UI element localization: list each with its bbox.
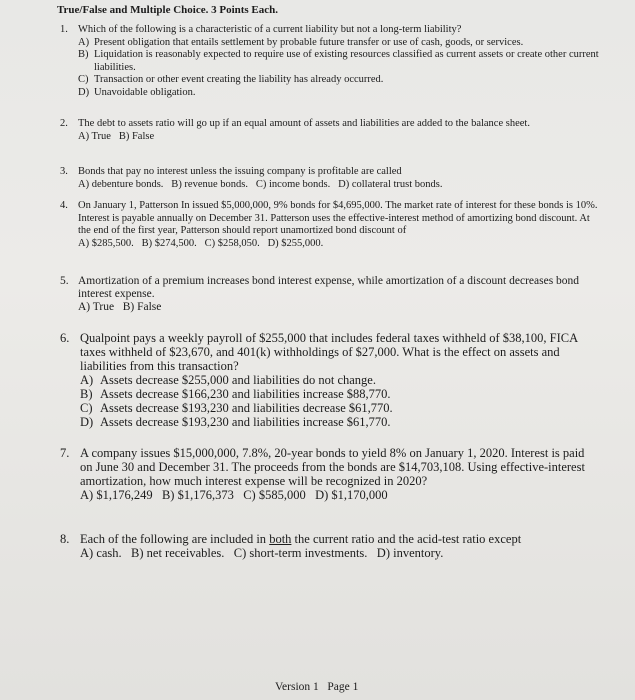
question-7 (60, 446, 600, 502)
question-stem: Amortization of a premium increases bond interest expense, while amortization of a discount decreases bond interest expense. (78, 275, 580, 300)
question-stem (80, 532, 600, 546)
question-8 (60, 532, 600, 560)
option-text: Assets decrease $166,230 and liabilities increase $88,770. (100, 387, 391, 401)
option-c (80, 401, 600, 415)
question-stem: The debt to assets ratio will go up if an equal amount of assets and liabilities are added to the balance sheet. (78, 118, 530, 129)
question-stem: On January 1, Patterson In issued $5,000,000, 9% bonds for $4,695,000. The market rate of interest for these bonds is 10%. Interest is payable annually on December 31. Patterson uses the effective-interest method of amortizing bond discount. At the end of the first year, Patterson should report unamortized bond discount of (78, 200, 598, 236)
answer-options: A) True B) False (78, 130, 155, 142)
question-number: 5. (60, 275, 69, 287)
option-text: Present obligation that entails settlement by probable future transfer or use of cash, goods, or services. (94, 36, 524, 48)
question-number: 2. (60, 118, 68, 129)
option-letter: A) (78, 36, 90, 48)
answer-options (78, 37, 600, 100)
option-b (78, 49, 600, 74)
option-d (80, 415, 600, 429)
question-stem: Qualpoint pays a weekly payroll of $255,000 that includes federal taxes withheld of $38,100, FICA taxes withheld of $23,670, and 401(k) withholdings of $27,000. What is the effect on assets and liabilities from this transaction? (80, 331, 578, 373)
option-text: Assets decrease $193,230 and liabilities decrease $61,770. (100, 401, 393, 415)
option-text: Unavoidable obligation. (94, 86, 196, 98)
question-4 (60, 200, 600, 250)
page-footer: Version 1 Page 1 (275, 681, 359, 693)
question-3 (60, 166, 600, 191)
option-text: Assets decrease $193,230 and liabilities increase $61,770. (100, 415, 391, 429)
option-text: Liquidation is reasonably expected to require use of existing resources classified as current assets or create other current liabilities. (94, 49, 599, 73)
question-number: 8. (60, 532, 70, 546)
option-letter: A) (80, 373, 94, 387)
question-6 (60, 331, 600, 429)
stem-text: Each of the following are included in (80, 532, 270, 546)
question-number: 4. (60, 200, 68, 211)
answer-options: A) $285,500. B) $274,500. C) $258,050. D) $255,000. (78, 237, 324, 249)
option-letter: C) (78, 74, 89, 85)
option-letter: B) (80, 387, 93, 401)
option-letter: B) (78, 49, 89, 60)
question-stem: Which of the following is a characteristic of a current liability but not a long-term liability? (78, 24, 462, 35)
question-2 (60, 118, 600, 143)
question-5 (60, 275, 600, 314)
option-letter: D) (78, 86, 90, 98)
question-number: 3. (60, 166, 68, 177)
answer-options: A) True B) False (78, 301, 162, 313)
option-b (80, 387, 600, 401)
option-letter: D) (80, 415, 94, 429)
option-a (78, 37, 600, 50)
answer-options (80, 373, 600, 429)
question-number: 6. (60, 331, 70, 345)
option-text: Transaction or other event creating the liability has already occurred. (94, 74, 384, 85)
question-number: 1. (60, 24, 68, 35)
option-letter: C) (80, 401, 93, 415)
option-text: Assets decrease $255,000 and liabilities do not change. (100, 373, 376, 387)
question-number: 7. (60, 446, 70, 460)
answer-options: A) debenture bonds. B) revenue bonds. C) income bonds. D) collateral trust bonds. (78, 178, 443, 190)
option-d (78, 87, 600, 100)
option-c (78, 74, 600, 87)
question-1 (60, 24, 600, 99)
answer-options: A) $1,176,249 B) $1,176,373 C) $585,000 D) $1,170,000 (80, 488, 388, 502)
section-header: True/False and Multiple Choice. 3 Points Each. (57, 4, 279, 16)
stem-text: the current ratio and the acid-test ratio except (291, 532, 522, 546)
answer-options: A) cash. B) net receivables. C) short-term investments. D) inventory. (80, 546, 444, 560)
underlined-word: both (269, 532, 292, 546)
question-stem: Bonds that pay no interest unless the issuing company is profitable are called (78, 166, 402, 177)
option-a (80, 373, 600, 387)
question-stem: A company issues $15,000,000, 7.8%, 20-year bonds to yield 8% on January 1, 2020. Interest is paid on June 30 and December 31. The proceeds from the bonds are $14,703,108. Using effective-interest amortization, how much interest expense will be recognized in 2020? (80, 446, 585, 488)
